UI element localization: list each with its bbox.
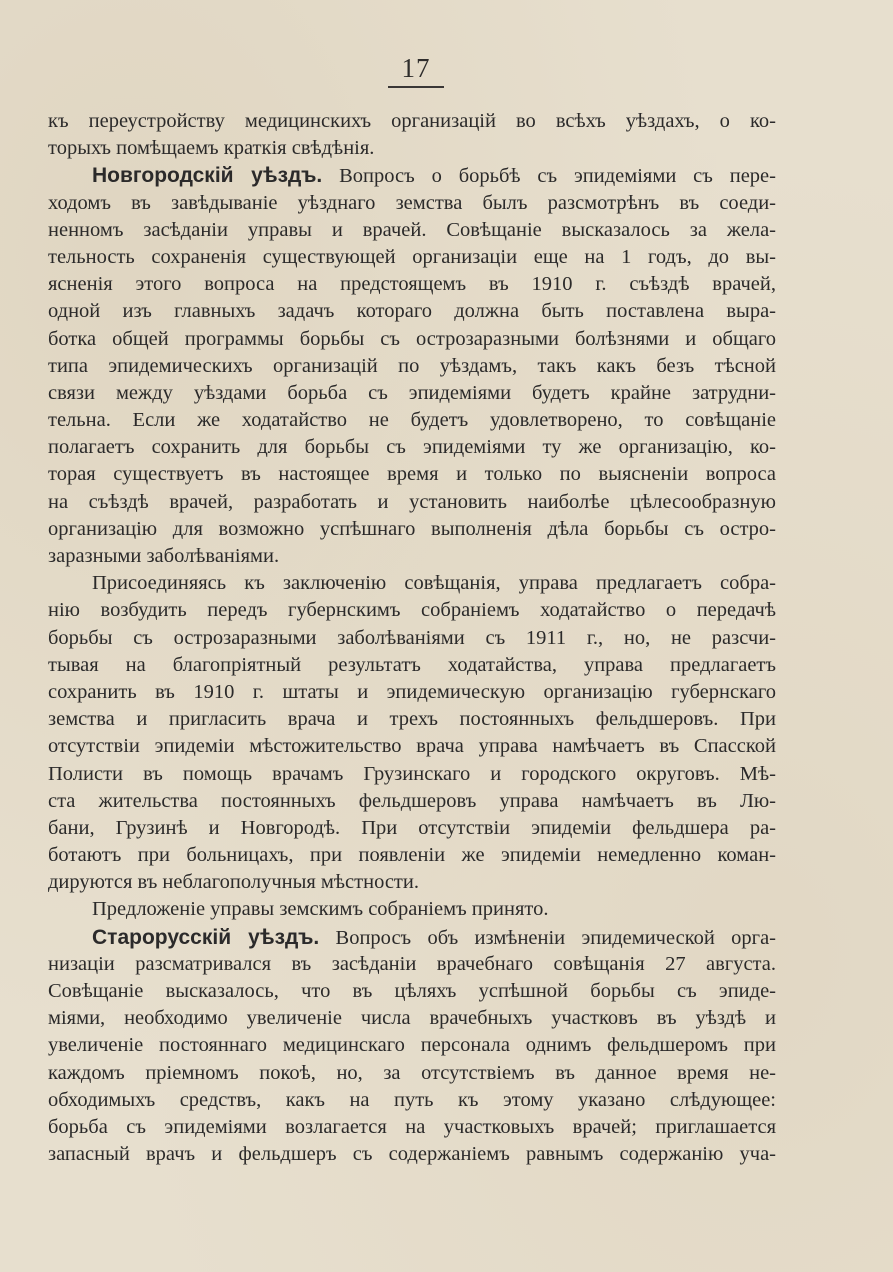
text-line: [48, 679, 776, 706]
line-text: на съѣздѣ врачей, разработать и установить наиболѣе цѣлесообразную: [48, 490, 776, 513]
line-text: ненномъ засѣданіи управы и врачей. Совѣщаніе высказалось за жела-: [48, 218, 776, 241]
text-line: [48, 326, 776, 353]
text-line: [48, 271, 776, 298]
line-text: тельность сохраненія существующей организаціи еще на 1 годъ, до вы-: [48, 245, 776, 268]
text-line: [48, 842, 776, 869]
text-line: [48, 1032, 776, 1059]
line-text: связи между уѣздами борьба съ эпидеміями будетъ крайне затрудни-: [48, 381, 776, 404]
text-line: [48, 978, 776, 1005]
line-text: отсутствіи эпидеміи мѣстожительство врача управа намѣчаетъ въ Спасской: [48, 735, 776, 758]
text-line: [48, 380, 776, 407]
text-line: [48, 135, 776, 162]
line-text: торыхъ помѣщаемъ краткія свѣдѣнія.: [48, 137, 375, 160]
text-line: [48, 570, 776, 597]
line-text: сохранить въ 1910 г. штаты и эпидемическую организацію губернскаго: [48, 680, 776, 703]
line-text: Вопросъ о борьбѣ съ эпидеміями съ пере-: [322, 165, 776, 188]
text-line: [48, 625, 776, 652]
line-text: Присоединяясь къ заключенію совѣщанія, управа предлагаетъ собра-: [92, 572, 776, 595]
text-line: [48, 761, 776, 788]
text-line: [48, 407, 776, 434]
line-text: торая существуетъ въ настоящее время и только по выясненіи вопроса: [48, 463, 776, 486]
text-line: [48, 733, 776, 760]
line-text: обходимыхъ средствъ, какъ на путь къ этому указано слѣдующее:: [48, 1088, 776, 1111]
text-line: [48, 1087, 776, 1114]
line-text: Совѣщаніе высказалось, что въ цѣляхъ успѣшной борьбы съ эпиде-: [48, 980, 776, 1002]
line-text: борьбы съ острозаразными заболѣваніями съ 1911 г., но, не разсчи-: [48, 626, 776, 649]
text-line: [48, 652, 776, 679]
line-text: запасный врачъ и фельдшеръ съ содержаніемъ равнымъ содержанію уча-: [48, 1143, 776, 1166]
text-line: [48, 788, 776, 815]
text-line: [48, 298, 776, 325]
page-header: [388, 52, 444, 88]
line-text: Полисти въ помощь врачамъ Грузинскаго и городского округовъ. Мѣ-: [48, 762, 776, 785]
text-line: [48, 108, 776, 135]
line-text: земства и пригласить врача и трехъ постоянныхъ фельдшеровъ. При: [48, 708, 776, 731]
text-line: [48, 815, 776, 842]
text-line: [48, 951, 776, 978]
line-text: ста жительства постоянныхъ фельдшеровъ управа намѣчаетъ въ Лю-: [48, 789, 776, 812]
text-line: [48, 597, 776, 624]
line-text: борьба съ эпидеміями возлагается на участковыхъ врачей; приглашается: [48, 1115, 776, 1138]
line-text: ясненія этого вопроса на предстоящемъ въ 1910 г. съѣздѣ врачей,: [48, 273, 776, 296]
line-text: низаціи разсматривался въ засѣданіи врачебнаго совѣщанія 27 августа.: [48, 952, 776, 975]
line-text: тельна. Если же ходатайство не будетъ удовлетворено, то совѣщаніе: [48, 409, 776, 432]
line-text: тывая на благопріятный результатъ ходатайства, управа предлагаетъ: [48, 653, 776, 676]
line-text: бани, Грузинѣ и Новгородѣ. При отсутствіи эпидеміи фельдшера ра-: [48, 816, 776, 839]
text-line: [48, 244, 776, 271]
page-number-rule: [388, 86, 444, 88]
text-line: [48, 217, 776, 244]
line-text: организацію для возможно успѣшнаго выполненія дѣла борьбы съ остро-: [48, 517, 776, 540]
text-line: [48, 190, 776, 217]
text-line: [48, 353, 776, 380]
line-text: Предложеніе управы земскимъ собраніемъ принято.: [92, 898, 549, 921]
line-text: ходомъ въ завѣдываніе уѣзднаго земства былъ разсмотрѣнъ въ соеди-: [48, 191, 776, 214]
line-text: каждомъ пріемномъ покоѣ, но, за отсутствіемъ въ данное время не-: [48, 1061, 776, 1084]
line-text: одной изъ главныхъ задачъ котораго должна быть поставлена выра-: [48, 300, 776, 323]
text-line: [48, 489, 776, 516]
line-text: къ переустройству медицинскихъ организацій во всѣхъ уѣздахъ, о ко-: [48, 110, 776, 132]
body-text: [48, 108, 776, 1168]
line-text: дируются въ неблагополучныя мѣстности.: [48, 871, 419, 894]
text-line: [48, 896, 776, 923]
line-text: полагаетъ сохранить для борьбы съ эпидеміями ту же организацію, ко-: [48, 436, 776, 459]
text-line: [48, 1060, 776, 1087]
text-line: [48, 706, 776, 733]
text-line: [48, 1141, 776, 1168]
text-line: [48, 162, 776, 189]
line-text: нію возбудить передъ губернскимъ собраніемъ ходатайство о передачѣ: [48, 599, 776, 622]
text-line: [48, 924, 776, 951]
line-text: ботаютъ при больницахъ, при появленіи же эпидеміи немедленно коман-: [48, 844, 776, 867]
line-text: типа эпидемическихъ организацій по уѣздамъ, такъ какъ безъ тѣсной: [48, 354, 776, 377]
section-heading: Старорусскій уѣздъ.: [92, 925, 320, 949]
page-number: 17: [401, 53, 431, 83]
line-text: ботка общей программы борьбы съ острозаразными болѣзнями и общаго: [48, 327, 776, 350]
text-line: [48, 516, 776, 543]
text-line: [48, 434, 776, 461]
text-line: [48, 869, 776, 896]
line-text: Вопросъ объ измѣненіи эпидемической орга-: [319, 926, 776, 949]
line-text: заразными заболѣваніями.: [48, 545, 280, 567]
line-text: увеличеніе постояннаго медицинскаго персонала однимъ фельдшеромъ при: [48, 1034, 776, 1057]
line-text: міями, необходимо увеличеніе числа врачебныхъ участковъ въ уѣздѣ и: [48, 1007, 776, 1030]
text-line: [48, 1114, 776, 1141]
text-line: [48, 1005, 776, 1032]
section-heading: Новгородскій уѣздъ.: [92, 164, 323, 188]
text-line: [48, 543, 776, 570]
text-line: [48, 461, 776, 488]
